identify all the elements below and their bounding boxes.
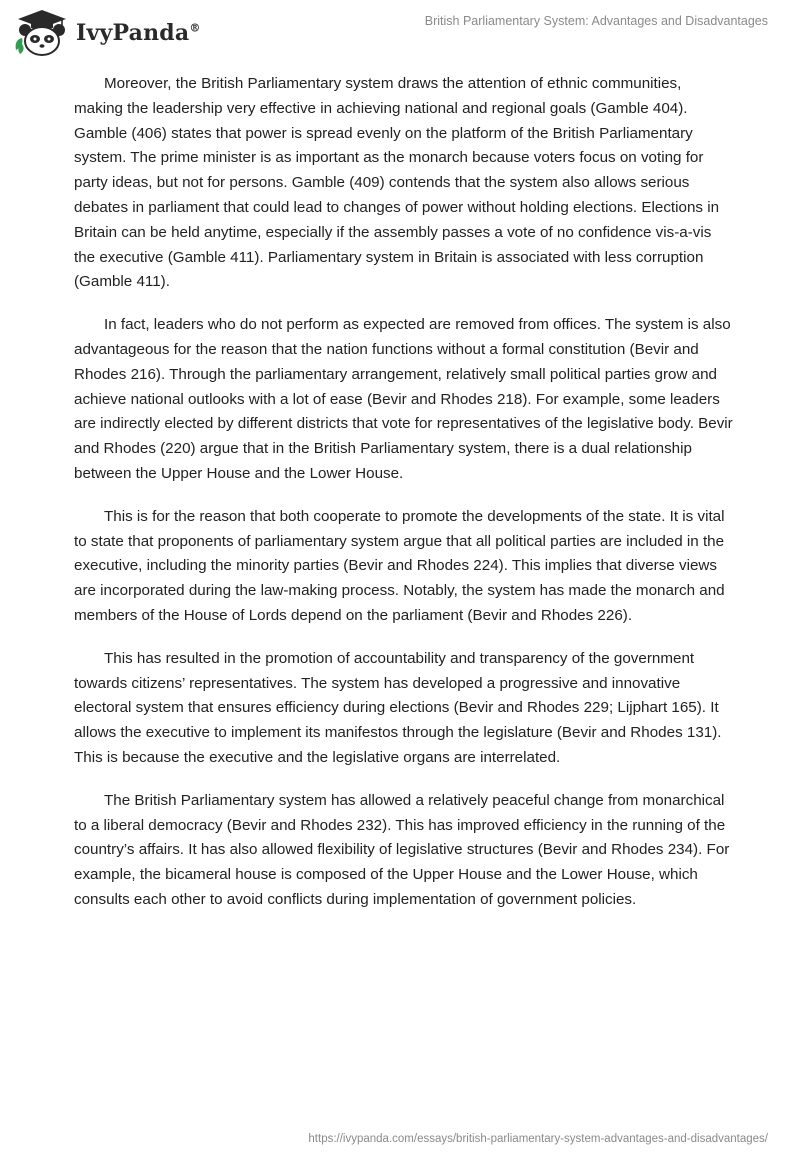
paragraph: The British Parliamentary system has allowed a relatively peaceful change from monarchical to a liberal democracy (Bevir and Rhodes 232). This has improved efficiency in the running of the country’s affairs. It has also allowed flexibility of legislative structures (Bevir and Rhodes 234). For example, the bicameral house is composed of the Upper House and the Lower House, which consults each other to avoid conflicts during implementation of government policies. bbox=[74, 791, 730, 908]
page-header bbox=[0, 0, 800, 70]
logo-wordmark: IvyPanda® bbox=[76, 20, 201, 46]
paragraph: Moreover, the British Parliamentary system draws the attention of ethnic communities, making the leadership very effective in achieving national and regional goals (Gamble 404). Gamble (406) states that power is spread evenly on the platform of the British Parliamentary system. The prime minister is as important as the monarch because voters focus on voting for party ideas, but not for persons. Gamble (409) contends that the system also allows serious debates in parliament that could lead to changes of power without holding elections. Elections in Britain can be held anytime, especially if the assembly passes a vote of no confidence vis-a-vis the executive (Gamble 411). Parliamentary system in Britain is associated with less corruption (Gamble 411). bbox=[74, 75, 720, 291]
panda-graduate-icon bbox=[12, 8, 72, 58]
source-url-link[interactable]: https://ivypanda.com/essays/british-parliamentary-system-advantages-and-disadvantages/ bbox=[308, 1133, 768, 1145]
ivypanda-logo[interactable] bbox=[12, 8, 201, 58]
paragraph: In fact, leaders who do not perform as expected are removed from offices. The system is also advantageous for the reason that the nation functions without a formal constitution (Bevir and Rhodes 216). Through the parliamentary arrangement, relatively small political parties grow and achieve national outlooks with a lot of ease (Bevir and Rhodes 218). For example, some leaders are indirectly elected by different districts that vote for representatives of the legislative body. Bevir and Rhodes (220) argue that in the British Parliamentary system, there is a dual relationship between the Upper House and the Lower House. bbox=[74, 316, 733, 482]
paragraph: This is for the reason that both cooperate to promote the developments of the state. It is vital to state that proponents of parliamentary system argue that all political parties are included in the executive, including the minority parties (Bevir and Rhodes 224). This implies that diverse views are incorporated during the law-making process. Notably, the system has made the monarch and members of the House of Lords depend on the parliament (Bevir and Rhodes 226). bbox=[74, 507, 725, 624]
essay-body bbox=[74, 72, 734, 931]
paragraph: This has resulted in the promotion of accountability and transparency of the government towards citizens’ representatives. The system has developed a progressive and innovative electoral system that ensures efficiency during elections (Bevir and Rhodes 229; Lijphart 165). It allows the executive to implement its manifestos through the legislature (Bevir and Rhodes 131). This is because the executive and the legislative organs are interrelated. bbox=[74, 649, 722, 766]
document-title: British Parliamentary System: Advantages and Disadvantages bbox=[424, 14, 768, 28]
